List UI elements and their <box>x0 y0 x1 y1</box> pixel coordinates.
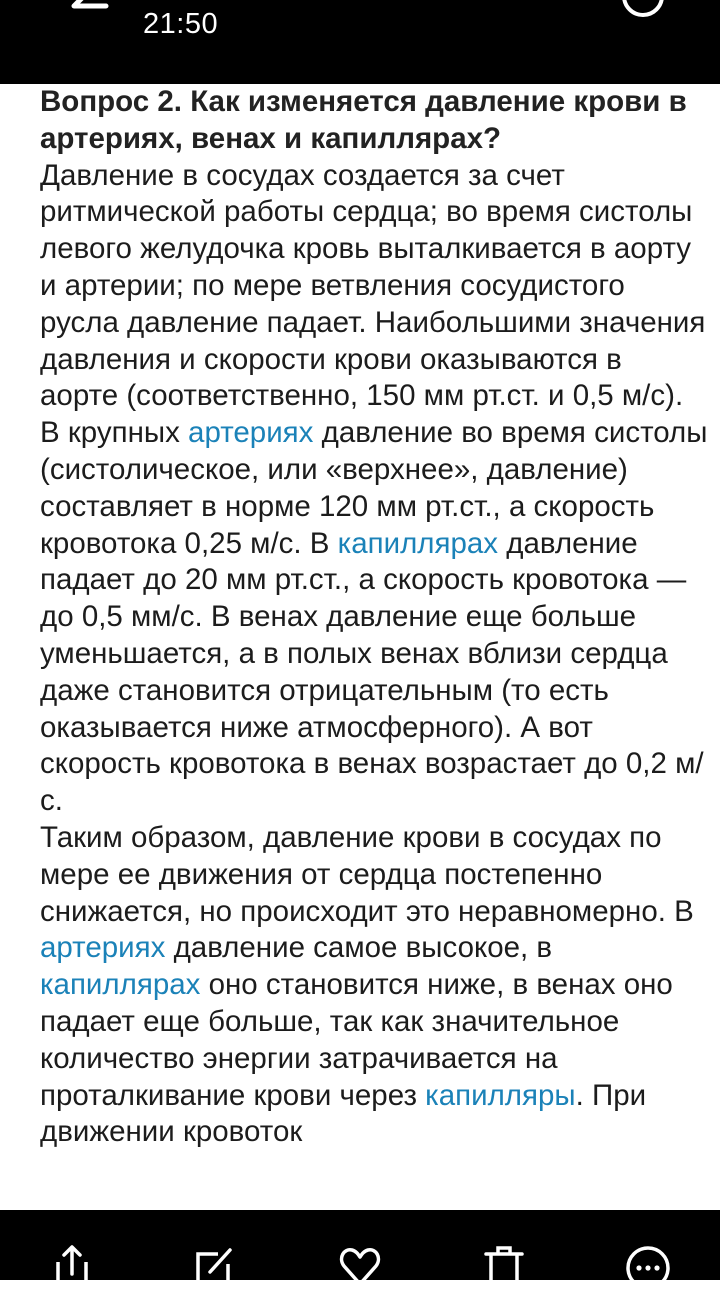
paragraph-1-text-1: Давление в сосудах создается за счет ритмической работы сердца; во время систолы левого желудочка кровь выталкивается в аорту и артерии; по мере ветвления сосудистого русла давление падает. Наибольшими значения давления и скорости крови оказываются в аорте (соответственно, 150 мм рт.ст. и 0,5 м/с). В крупных <box>40 158 706 450</box>
link-arteries-2[interactable]: артериях <box>40 931 166 965</box>
paragraph-2-text-3: оно становится ниже, в венах оно падает еще больше, так как значительное количество энергии затрачивается на проталкивание крови через <box>40 968 673 1112</box>
favorite-button[interactable] <box>336 1244 384 1284</box>
delete-button[interactable] <box>480 1244 528 1284</box>
question-heading: Вопрос 2. Как изменяется давление крови в артериях, венах и капиллярах? <box>40 85 687 155</box>
paragraph-1 <box>40 158 708 820</box>
status-bar <box>0 0 720 84</box>
paragraph-2-text-2: давление самое высокое, в <box>165 931 553 965</box>
edit-button[interactable] <box>188 1244 236 1284</box>
bottom-toolbar <box>0 1210 720 1280</box>
link-capillaries-3[interactable]: капилляры <box>425 1078 576 1112</box>
top-action-icon[interactable] <box>618 0 668 27</box>
back-arrow-icon[interactable] <box>62 0 112 31</box>
link-capillaries-2[interactable]: капиллярах <box>40 968 201 1002</box>
more-button[interactable] <box>624 1244 672 1284</box>
share-button[interactable] <box>48 1244 96 1284</box>
edit-icon <box>190 1244 234 1284</box>
paragraph-2-text-4: . При движении кровоток <box>40 1078 647 1149</box>
link-arteries[interactable]: артериях <box>188 416 314 450</box>
paragraph-2-text-1: Таким образом, давление крови в сосудах по мере ее движения от сердца постепенно снижается, но происходит это неравномерно. В <box>40 820 694 928</box>
share-icon <box>50 1244 94 1284</box>
link-capillaries[interactable]: капиллярах <box>337 526 499 560</box>
favorite-icon <box>336 1244 384 1284</box>
delete-icon <box>482 1244 526 1284</box>
paragraph-1-text-2: давление во время систолы (систолическое, или «верхнее», давление) составляет в норме 120 мм рт.ст., а скорость кровотока 0,25 м/с. В <box>40 416 708 560</box>
article-content[interactable] <box>40 84 708 1210</box>
paragraph-1-text-3: давление падает до 20 мм рт.ст., а скорость кровотока — до 0,5 мм/с. В венах давление еще больше уменьшается, а в полых венах вблизи сердца даже становится отрицательным (то есть оказывается ниже атмосферного). А вот скорость кровотока в венах возрастает до 0,2 м/с. <box>40 526 704 818</box>
paragraph-2 <box>40 820 708 1151</box>
more-icon <box>624 1244 672 1284</box>
clock: 21:50 <box>143 8 219 40</box>
